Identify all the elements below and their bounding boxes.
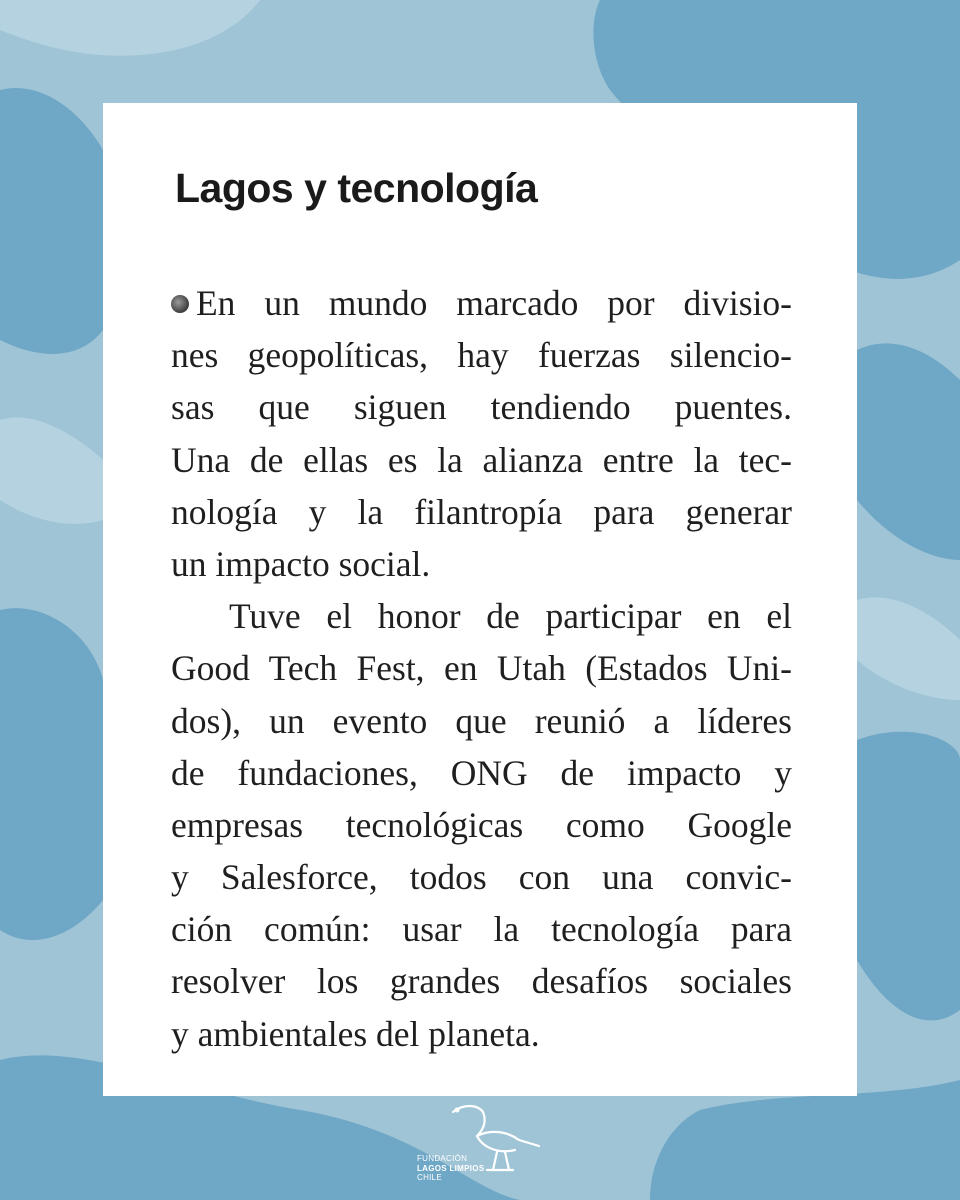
article-body bbox=[171, 277, 792, 1060]
foundation-logo bbox=[413, 1100, 549, 1182]
article-line: sas que siguen tendiendo puentes. bbox=[171, 387, 792, 428]
article-line: ción común: usar la tecnología para bbox=[171, 909, 792, 950]
article-line: dos), un evento que reunió a líderes bbox=[171, 700, 792, 741]
article-card bbox=[103, 103, 857, 1096]
article-line: y Salesforce, todos con una convic- bbox=[171, 857, 792, 898]
article-line: empresas tecnológicas como Google bbox=[171, 804, 792, 845]
article-line: En un mundo marcado por divisio- bbox=[171, 277, 792, 329]
article-line: de fundaciones, ONG de impacto y bbox=[171, 752, 792, 793]
article-line: y ambientales del planeta. bbox=[171, 1013, 540, 1054]
bullet-icon bbox=[171, 295, 189, 313]
article-line: resolver los grandes desafíos sociales bbox=[171, 961, 792, 1002]
logo-line-2: LAGOS LIMPIOS bbox=[417, 1163, 485, 1173]
article-line: Tuve el honor de participar en el bbox=[229, 596, 792, 637]
article-line: Good Tech Fest, en Utah (Estados Uni- bbox=[171, 648, 792, 689]
article-line: un impacto social. bbox=[171, 543, 431, 584]
article-title: Lagos y tecnología bbox=[175, 165, 538, 211]
article-line: Una de ellas es la alianza entre la tec- bbox=[171, 439, 792, 480]
article-line: nes geopolíticas, hay fuerzas silencio- bbox=[171, 335, 792, 376]
logo-wordmark bbox=[417, 1154, 484, 1183]
logo-line-3: CHILE bbox=[417, 1173, 443, 1182]
logo-line-1: FUNDACIÓN bbox=[417, 1154, 468, 1163]
article-line: nología y la filantropía para generar bbox=[171, 491, 792, 532]
